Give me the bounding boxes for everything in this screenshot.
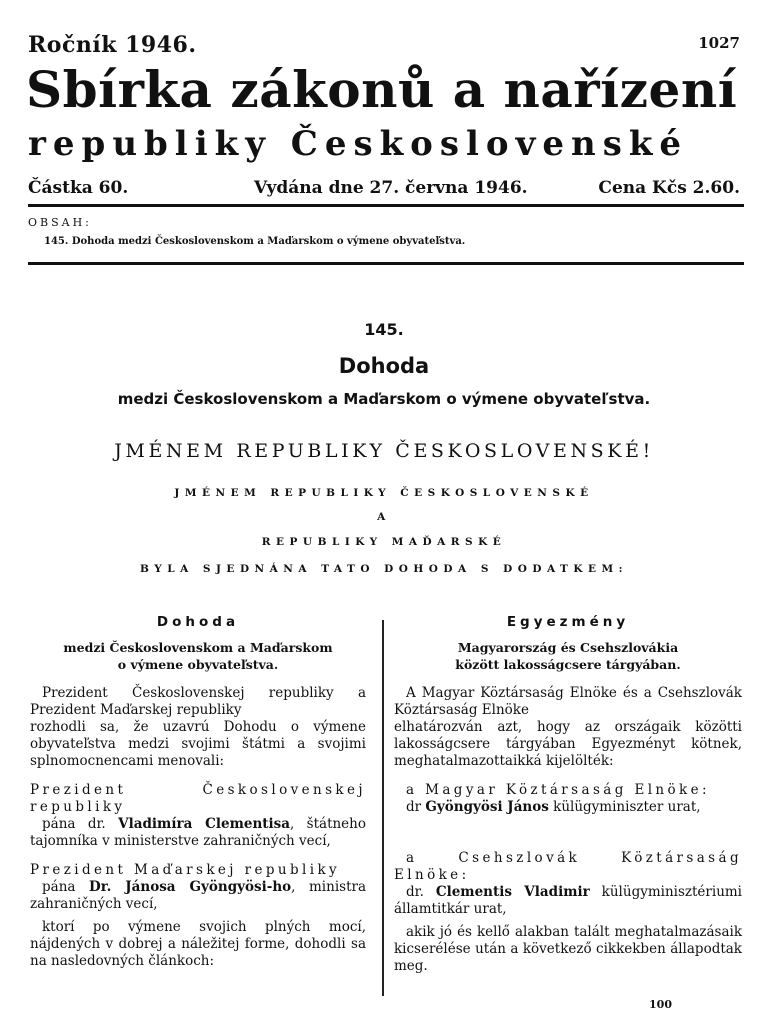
slovak-party-2-heading: Prezident Maďarskej republiky: [30, 862, 341, 878]
slovak-heading: Dohoda: [156, 614, 240, 630]
hungarian-party-2-name: Clementis Vladimir: [435, 884, 590, 900]
hungarian-subheading-2: között lakosságcsere tárgyában.: [455, 657, 681, 672]
slovak-paragraph-2: rozhodli sa, že uzavrú Dohodu o výmene obyvateľstva medzi svojimi štátmi a svojimi splnomocnencami menovali:: [30, 719, 366, 769]
slovak-party-1-text: pána dr. Vladimíra Clementisa, štátneho tajomníka v ministerstve zahraničných vecí,: [30, 816, 366, 849]
preamble-line-3: REPUBLIKY MAĎARSKÉ: [261, 536, 507, 548]
act-subtitle: medzi Československom a Maďarskom o výmene obyvateľstva.: [117, 390, 651, 408]
slovak-subheading-2: o výmene obyvateľstva.: [117, 657, 279, 672]
act-title: Dohoda: [338, 354, 430, 378]
act-number: 145.: [364, 320, 404, 339]
hungarian-paragraph-1: A Magyar Köztársaság Elnöke és a Csehszlovák Köztársaság Elnöke: [394, 685, 742, 718]
issue-price: Cena Kčs 2.60.: [598, 178, 740, 198]
page-number: 1027: [698, 34, 740, 52]
footer-sheet-number: 100: [649, 998, 672, 1011]
preamble-line-2: A: [377, 511, 391, 523]
preamble-heading: JMÉNEM REPUBLIKY ČESKOSLOVENSKÉ!: [114, 440, 654, 462]
slovak-paragraph-1: Prezident Československej republiky a Prezident Maďarskej republiky: [30, 685, 366, 718]
slovak-party-2-name: Dr. Jánosa Gyöngyösi-ho: [89, 879, 292, 895]
slovak-party-1-heading: Prezident Československej republiky: [30, 782, 366, 815]
hungarian-party-2-heading: a Csehszlovák Köztársaság Elnöke:: [394, 850, 742, 883]
preamble-line-1: JMÉNEM REPUBLIKY ČESKOSLOVENSKÉ: [174, 487, 594, 499]
hungarian-subheading-1: Magyarország és Csehszlovákia: [457, 640, 679, 655]
slovak-paragraph-closing: ktorí po výmene svojich plných mocí, nájdených v dobrej a náležitej forme, dohodli sa na nasledovných článkoch:: [30, 919, 366, 969]
contents-item: 145. Dohoda medzi Československom a Maďarskom o výmene obyvateľstva.: [44, 236, 466, 247]
hungarian-party-2-text: dr. Clementis Vladimir külügyminisztériumi államtitkár urat,: [394, 884, 743, 917]
slovak-column: [30, 614, 366, 970]
contents-label: OBSAH:: [28, 216, 92, 229]
hungarian-party-1-heading: a Magyar Köztársaság Elnöke:: [406, 782, 710, 798]
slovak-subheading-1: medzi Československom a Maďarskom: [63, 640, 333, 655]
slovak-party-2-text: pána Dr. Jánosa Gyöngyösi-ho, ministra zahraničných vecí,: [30, 879, 366, 912]
hungarian-heading: Egyezmény: [506, 614, 630, 630]
header-rule-bottom: [28, 262, 744, 265]
gazette-title: Sbírka zákonů a nařízení: [26, 60, 738, 119]
hungarian-party-1-text: dr Gyöngyösi János külügyminiszter urat,: [406, 799, 701, 815]
volume-year: Ročník 1946.: [28, 32, 197, 58]
issue-part: Částka 60.: [28, 178, 129, 198]
issue-info-line: [28, 178, 740, 200]
issue-date: Vydána dne 27. června 1946.: [254, 178, 528, 198]
header-rule-top: [28, 204, 744, 207]
hungarian-paragraph-2: elhatározván azt, hogy az országaik közötti lakosságcsere tárgyában Egyezményt kötnek, meghatalmazottaikká kijelölték:: [394, 719, 742, 769]
column-divider: [382, 620, 384, 996]
hungarian-party-1-name: Gyöngyösi János: [425, 799, 549, 815]
gazette-subtitle: republiky Československé: [28, 124, 689, 164]
preamble-line-4: BYLA SJEDNÁNA TATO DOHODA S DODATKEM:: [140, 563, 628, 575]
hungarian-column: [394, 614, 742, 975]
slovak-party-1-name: Vladimíra Clementisa: [118, 816, 290, 832]
hungarian-paragraph-closing: akik jó és kellő alakban talált meghatalmazásaik kicserélése után a következő cikkekben állapodtak meg.: [394, 924, 742, 974]
